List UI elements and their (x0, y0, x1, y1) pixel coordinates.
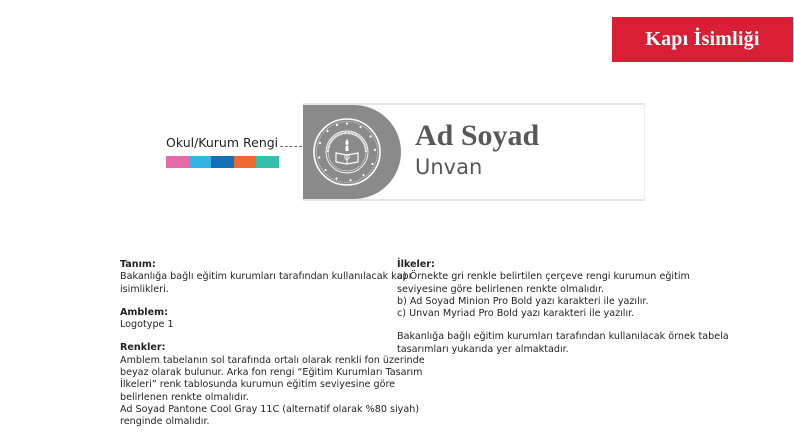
page-title-banner (612, 17, 793, 62)
text-line: renginde olmalıdır. (120, 416, 210, 428)
text-line: Amblem tabelanın sol tarafında ortalı olarak renkli fon üzerinde (120, 354, 425, 366)
leader-line (280, 146, 302, 147)
swatch-light-blue (189, 156, 212, 168)
section-heading: Renkler: (120, 342, 166, 354)
page-title: Kapı İsimliği (645, 28, 760, 50)
color-legend-label: Okul/Kurum Rengi (166, 135, 279, 150)
swatch-blue (211, 156, 234, 168)
text-line: seviyesine göre belirlenen renkte olmalıdır. (397, 283, 605, 295)
right-principles-column (397, 259, 767, 367)
section-note (397, 331, 767, 356)
text-line: c) Unvan Myriad Pro Bold yazı karakteri ile yazılır. (397, 308, 635, 320)
color-swatches (166, 156, 279, 168)
text-line: tasarımları yukarıda yer almaktadır. (397, 343, 569, 355)
door-sign-example (303, 103, 645, 201)
section-heading: Amblem: (120, 306, 168, 318)
section-principles (397, 259, 767, 320)
left-description-column (120, 259, 425, 440)
text-line: İlkeleri” renk tablosunda kurumun eğitim seviyesine göre (120, 379, 396, 391)
text-line: beyaz olarak bulunur. Arka fon rengi “Eğitim Kurumları Tasarım (120, 367, 423, 379)
swatch-orange (234, 156, 257, 168)
sign-name-text: Ad Soyad (415, 119, 540, 152)
section-colors (120, 342, 425, 428)
text-line: b) Ad Soyad Minion Pro Bold yazı karakteri ile yazılır. (397, 295, 649, 307)
swatch-teal (256, 156, 279, 168)
section-definition (120, 259, 420, 296)
meb-emblem-icon (312, 117, 382, 187)
sign-title-text: Unvan (415, 155, 483, 179)
section-heading: Tanım: (120, 259, 156, 270)
text-line: Logotype 1 (120, 319, 174, 331)
text-line: Ad Soyad Pantone Cool Gray 11C (alternatif olarak %80 siyah) (120, 403, 420, 415)
text-line: Bakanlığa bağlı eğitim kurumları tarafından kullanılacak kapı (120, 271, 412, 283)
text-line: a) Örnekte gri renkle belirtilen çerçeve rengi kurumun eğitim (397, 271, 690, 283)
text-line: belirlenen renkte olmalıdır. (120, 391, 249, 403)
section-heading: İlkeler: (397, 259, 435, 270)
section-emblem (120, 307, 420, 332)
text-line: isimlikleri. (120, 283, 169, 295)
swatch-pink (166, 156, 189, 168)
text-line: Bakanlığa bağlı eğitim kurumları tarafından kullanılacak örnek tabela (397, 331, 729, 343)
